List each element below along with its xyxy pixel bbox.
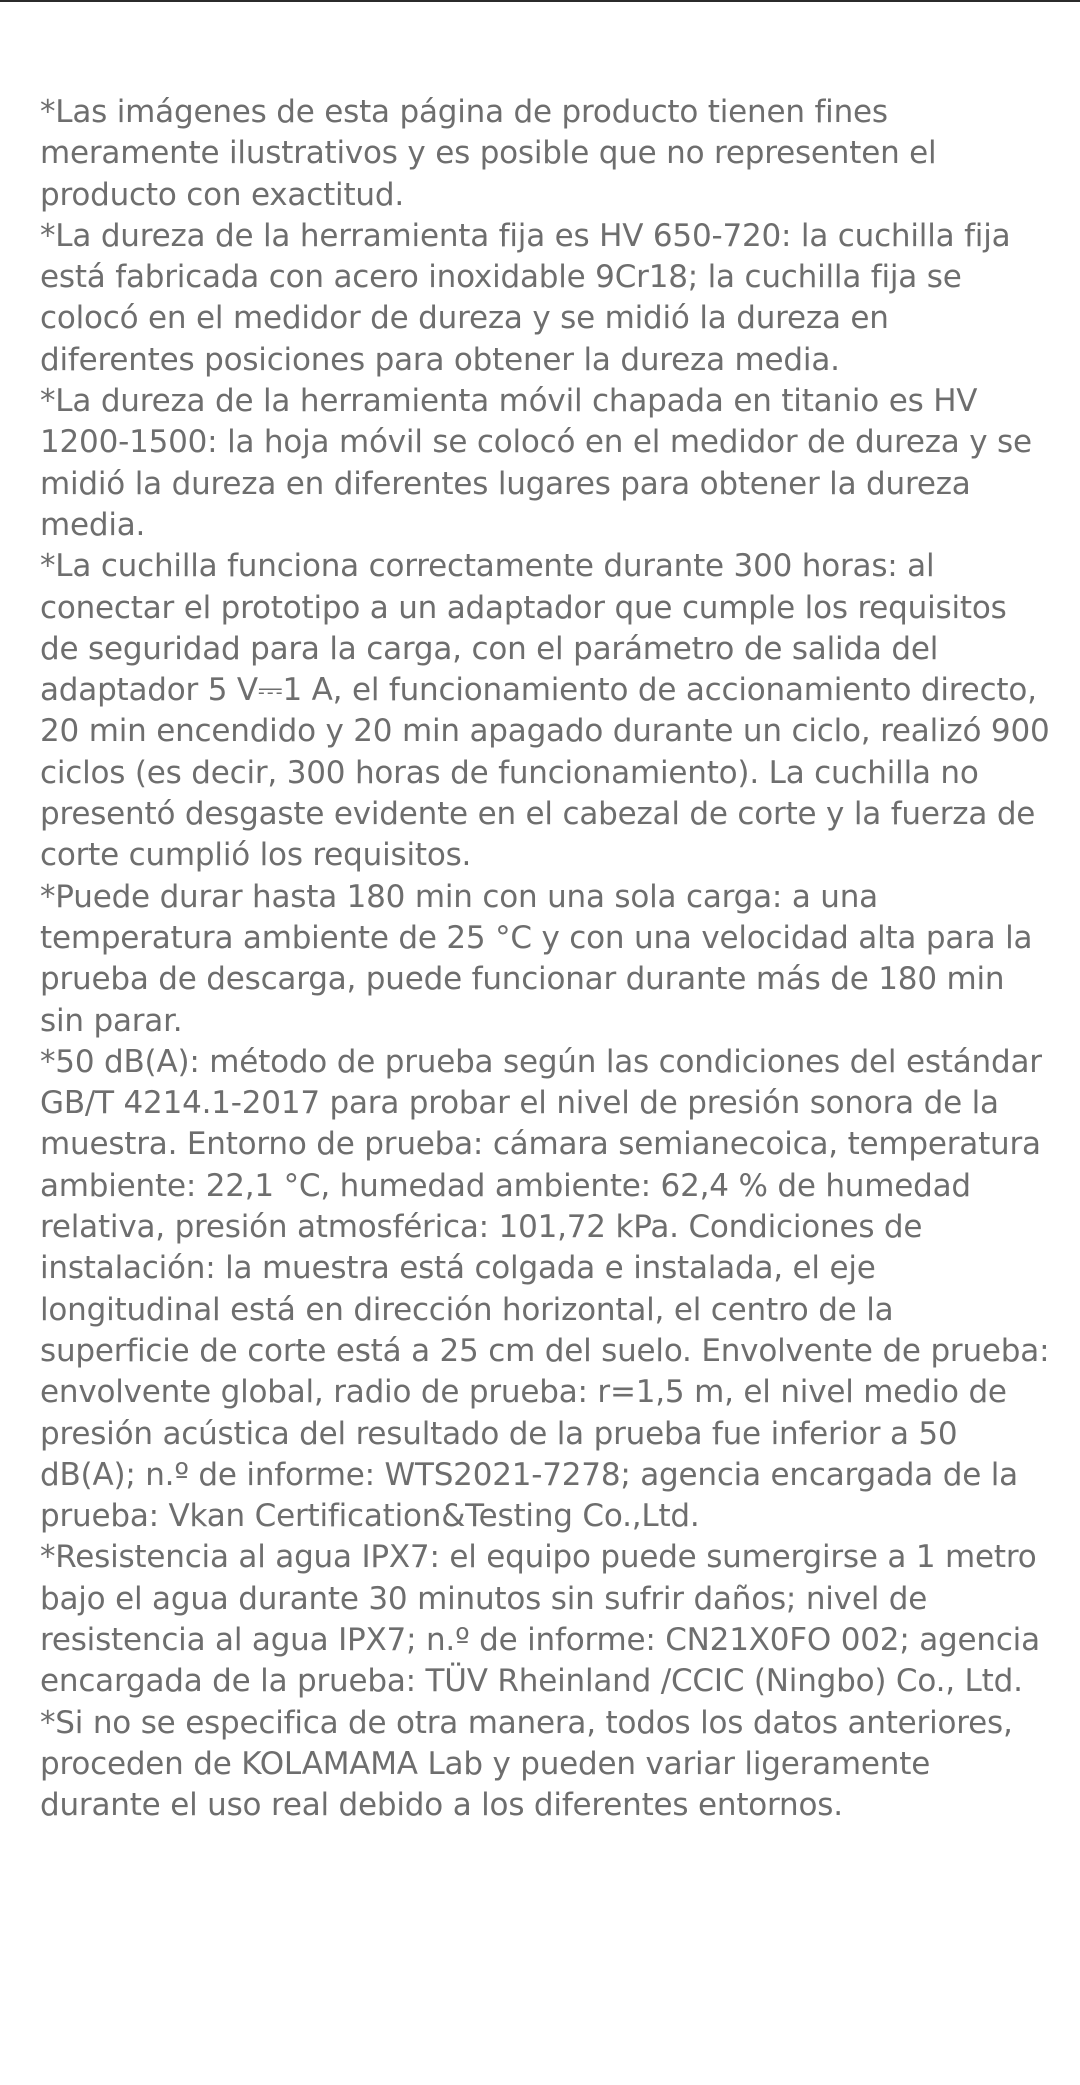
note-blade-durability: *La cuchilla funciona correctamente durante 300 horas: al conectar el prototipo a un adaptador que cumple los requisitos de seguridad para la carga, con el parámetro de salida del adaptador 5 V⎓1 A, el funcionamiento de accionamiento directo, 20 min encendido y 20 min apagado durante un ciclo, realizó 900 ciclos (es decir, 300 horas de funcionamiento). La cuchilla no presentó desgaste evidente en el cabezal de corte y la fuerza de corte cumplió los requisitos. — [40, 548, 1050, 874]
note-data-source: *Si no se especifica de otra manera, todos los datos anteriores, proceden de KOLAMAMA Lab y pueden variar ligeramente durante el uso real debido a los diferentes entornos. — [40, 1704, 1013, 1824]
note-battery-life: *Puede durar hasta 180 min con una sola carga: a una temperatura ambiente de 25 °C y con una velocidad alta para la prueba de descarga, puede funcionar durante más de 180 min sin parar. — [40, 878, 1033, 1039]
top-divider — [0, 0, 1080, 2]
disclaimer-notes — [40, 92, 1050, 1826]
note-moving-blade-hardness: *La dureza de la herramienta móvil chapada en titanio es HV 1200-1500: la hoja móvil se colocó en el medidor de dureza y se midió la dureza en diferentes lugares para obtener la dureza media. — [40, 383, 1032, 543]
note-noise-level: *50 dB(A): método de prueba según las condiciones del estándar GB/T 4214.1-2017 para probar el nivel de presión sonora de la muestra. Entorno de prueba: cámara semianecoica, temperatura ambiente: 22,1 °C, humedad ambiente: 62,4 % de humedad relativa, presión atmosférica: 101,72 kPa. Condiciones de instalación: la muestra está colgada e instalada, el eje longitudinal está en dirección horizontal, el centro de la superficie de corte está a 25 cm del suelo. Envolvente de prueba: envolvente global, radio de prueba: r=1,5 m, el nivel medio de presión acústica del resultado de la prueba fue inferior a 50 dB(A); n.º de informe: WTS2021-7278; agencia encargada de la prueba: Vkan Certification&Testing Co.,Ltd. — [40, 1043, 1050, 1535]
note-fixed-blade-hardness: *La dureza de la herramienta fija es HV 650-720: la cuchilla fija está fabricada con acero inoxidable 9Cr18; la cuchilla fija se colocó en el medidor de dureza y se midió la dureza en diferentes posiciones para obtener la dureza media. — [40, 217, 1011, 378]
note-water-resistance: *Resistencia al agua IPX7: el equipo puede sumergirse a 1 metro bajo el agua durante 30 minutos sin sufrir daños; nivel de resistencia al agua IPX7; n.º de informe: CN21X0FO 002; agencia encargada de la prueba: TÜV Rheinland /CCIC (Ningbo) Co., Ltd. — [40, 1539, 1040, 1700]
note-illustrative-images: *Las imágenes de esta página de producto tienen fines meramente ilustrativos y es posible que no representen el producto con exactitud. — [40, 94, 937, 213]
